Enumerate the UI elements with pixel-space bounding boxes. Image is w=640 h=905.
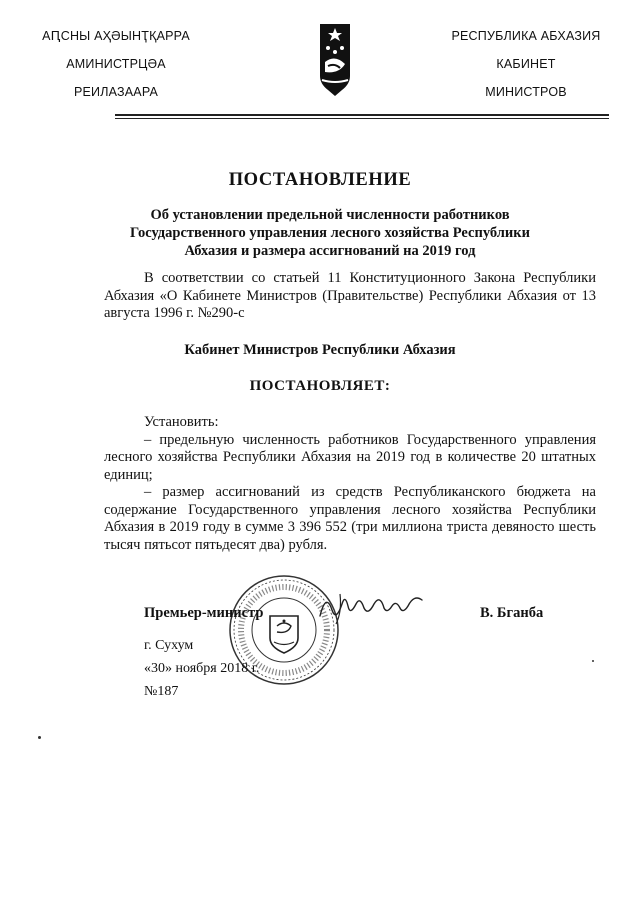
signatory-name: В. Бганба [480, 605, 544, 621]
signatory-role: Премьер-министр [144, 605, 264, 621]
letterhead-right-line-1: РЕСПУБЛИКА АБХАЗИЯ [451, 29, 601, 43]
letterhead-right-line-3: МИНИСТРОВ [485, 85, 567, 99]
abkhazia-emblem-icon [318, 22, 352, 98]
document-date: «30» ноября 2018 г. [144, 661, 260, 676]
header-divider-thick [115, 114, 609, 116]
body-item-staff-limit: – предельную численность работников Государственного управления лесного хозяйства Республики Абхазия на 2019 год в количестве 20 штатных единиц; [104, 431, 596, 483]
document-place: г. Сухум [144, 638, 194, 653]
letterhead [0, 0, 640, 125]
letterhead-left-line-1: АԤСНЫ АҲӘЫНҬҚАРРА [42, 29, 190, 43]
document-title: ПОСТАНОВЛЕНИЕ [228, 170, 412, 190]
body-intro: Установить: [144, 414, 219, 430]
letterhead-abkhaz [6, 22, 226, 106]
header-divider-thin [115, 118, 609, 119]
decree-heading: ПОСТАНОВЛЯЕТ: [249, 378, 391, 394]
scan-speck [592, 660, 594, 662]
letterhead-right-line-2: КАБИНЕТ [496, 57, 556, 71]
decree-body [104, 414, 596, 554]
document-number: №187 [144, 684, 179, 699]
preamble-paragraph: В соответствии со статьей 11 Конституционного Закона Республики Абхазия «О Кабинете Министров (Правительстве) Республики Абхазия от 13 августа 1996 г. №290-с [104, 270, 596, 321]
body-item-appropriations: – размер ассигнований из средств Республиканского бюджета на содержание Государственного управления лесного хозяйства Республики Абхазия в 2019 году в сумме 3 396 552 (три миллиона триста девяносто шесть тысяч пятьсот пятьдесят два) рубля. [104, 484, 596, 553]
scan-speck [38, 736, 41, 739]
issuing-body: Кабинет Министров Республики Абхазия [184, 342, 456, 358]
document-subject: Об установлении предельной численности работников Государственного управления лесного хозяйства Республики Абхазия и размера ассигнований на 2019 год [130, 207, 530, 259]
letterhead-left-line-3: РЕИЛАЗААРА [73, 85, 159, 99]
letterhead-russian [416, 22, 636, 106]
letterhead-left-line-2: АМИНИСТРЦӘА [66, 57, 166, 71]
handwritten-signature-icon [316, 586, 436, 630]
